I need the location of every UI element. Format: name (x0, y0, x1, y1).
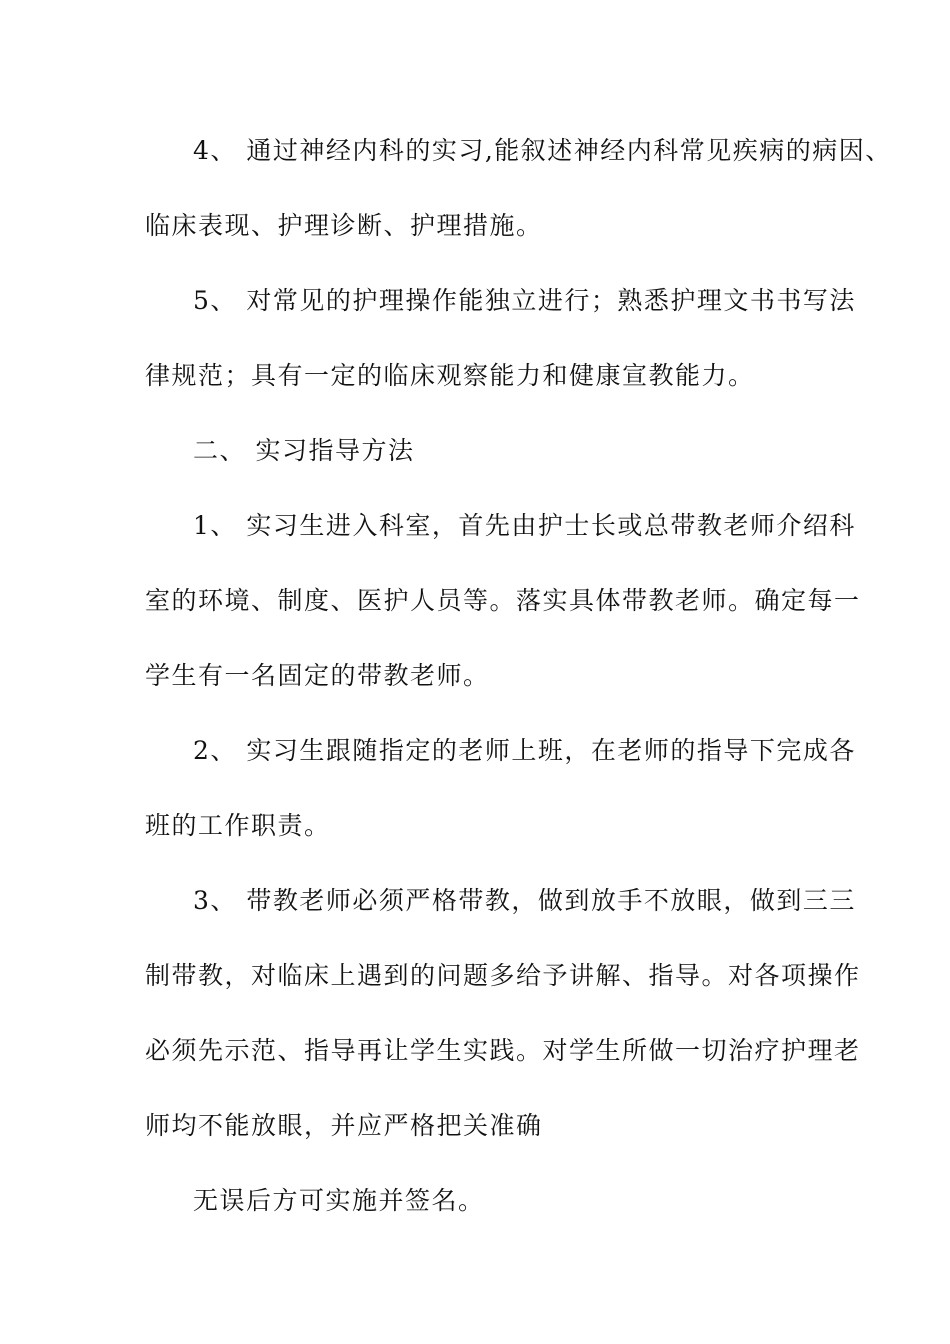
item-3-line-3: 必须先示范、指导再让学生实践。对学生所做一切治疗护理老 (145, 1036, 861, 1065)
item-3-line-2: 制带教，对临床上遇到的问题多给予讲解、指导。对各项操作 (145, 961, 861, 990)
paragraph-5-line-2: 律规范；具有一定的临床观察能力和健康宣教能力。 (145, 361, 755, 390)
item-1-line-1: 1、 实习生进入科室，首先由护士长或总带教老师介绍科 (193, 511, 856, 540)
item-3-line-1: 3、 带教老师必须严格带教，做到放手不放眼，做到三三 (193, 886, 856, 915)
item-1-line-3: 学生有一名固定的带教老师。 (145, 661, 490, 690)
item-1-line-2: 室的环境、制度、医护人员等。落实具体带教老师。确定每一 (145, 586, 861, 615)
item-3-continuation: 无误后方可实施并签名。 (193, 1186, 485, 1215)
paragraph-5-line-1: 5、 对常见的护理操作能独立进行；熟悉护理文书书写法 (193, 286, 856, 315)
paragraph-4-line-1: 4、 通过神经内科的实习,能叙述神经内科常见疾病的病因、 (193, 136, 892, 165)
item-3-line-4: 师均不能放眼，并应严格把关准确 (145, 1111, 543, 1140)
item-2-line-2: 班的工作职责。 (145, 811, 331, 840)
section-heading-2: 二、 实习指导方法 (193, 436, 415, 465)
item-2-line-1: 2、 实习生跟随指定的老师上班，在老师的指导下完成各 (193, 736, 856, 765)
paragraph-4-line-2: 临床表现、护理诊断、护理措施。 (145, 211, 543, 240)
